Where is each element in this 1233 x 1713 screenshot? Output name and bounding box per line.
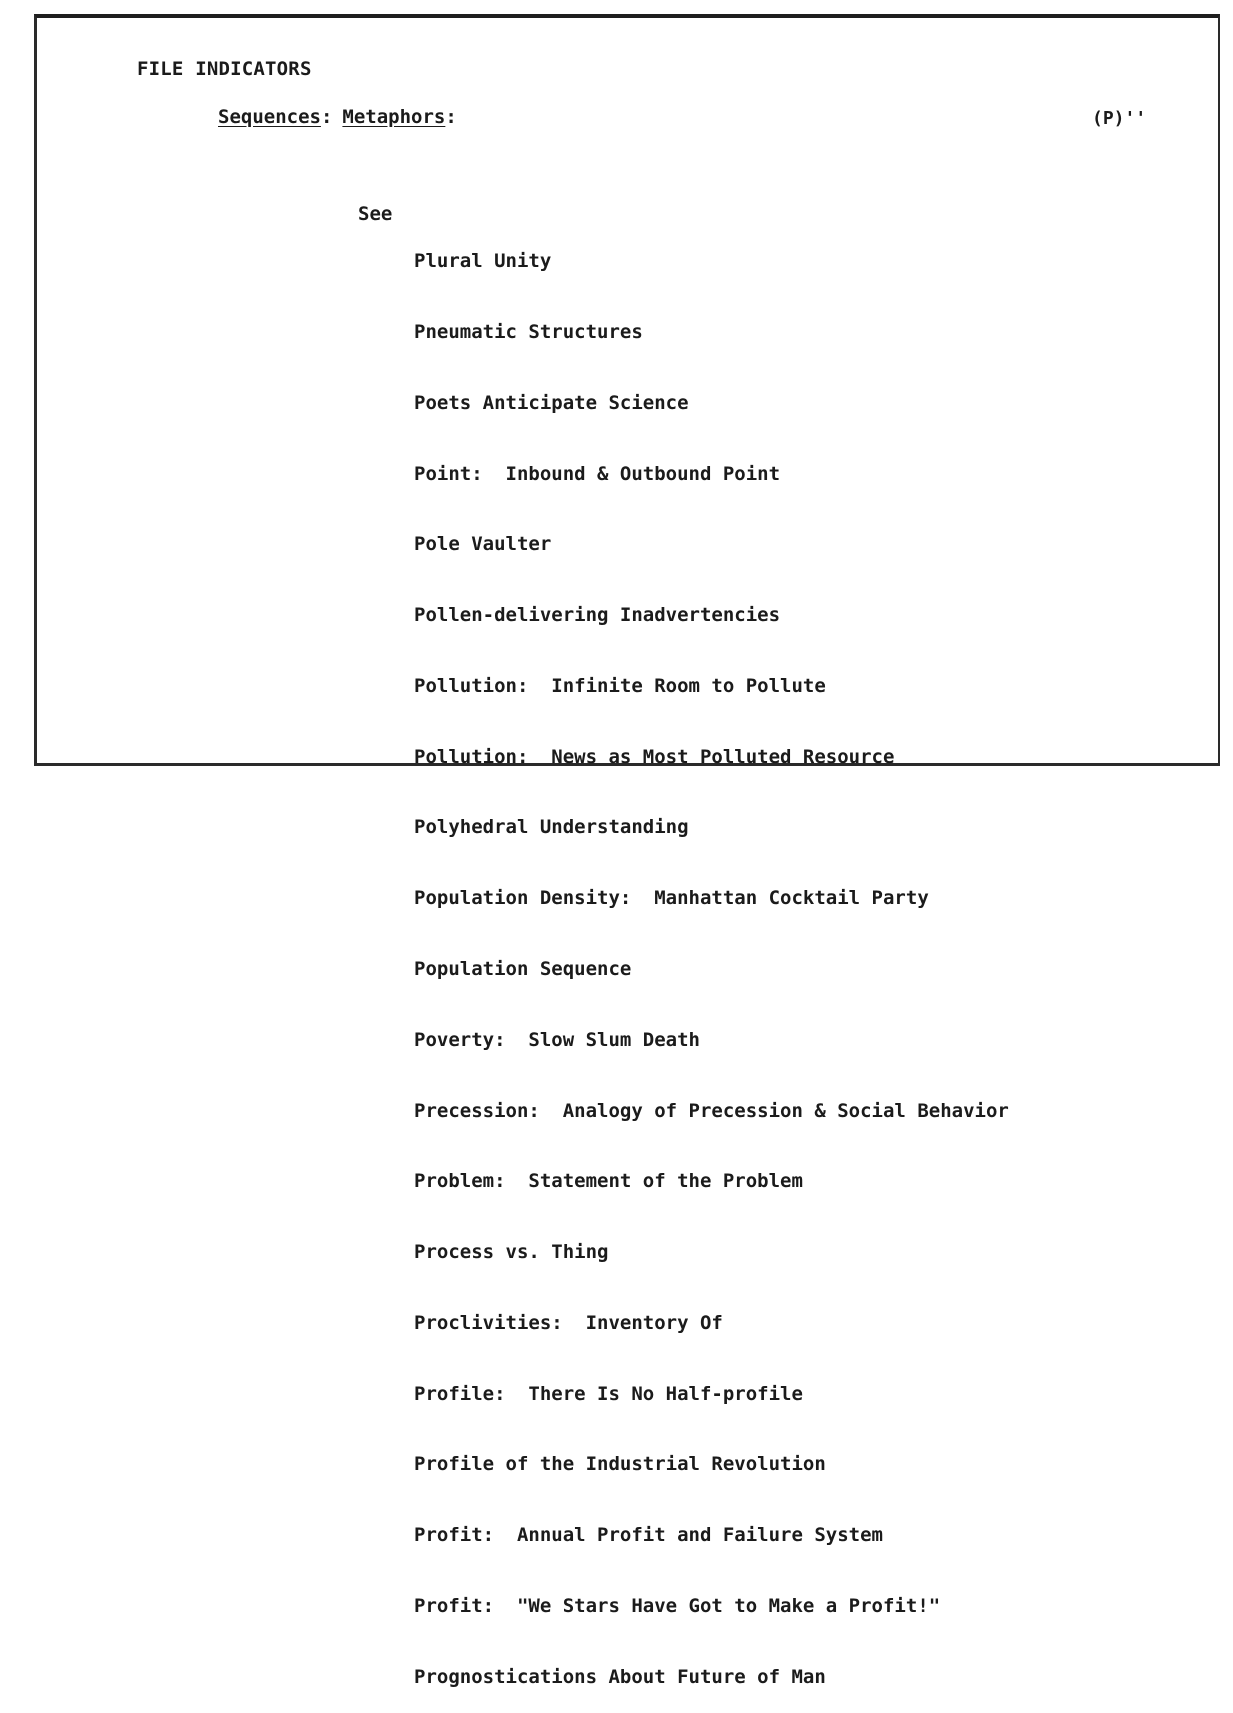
page-title: FILE INDICATORS [137, 58, 312, 80]
list-item: Profit: "We Stars Have Got to Make a Profit!" [414, 1595, 941, 1618]
list-item: Precession: Analogy of Precession & Social Behavior [414, 1099, 1009, 1122]
topic-list [414, 203, 1009, 1713]
list-item: Plural Unity [414, 250, 552, 273]
list-item: Proclivities: Inventory Of [414, 1311, 723, 1334]
list-item: Pollen-delivering Inadvertencies [414, 604, 781, 627]
list-item: Population Sequence [414, 958, 632, 980]
list-item: Profile of the Industrial Revolution [414, 1453, 826, 1476]
list-item: Problem: Statement of the Problem [414, 1170, 803, 1193]
list-item: Profit: Annual Profit and Failure System [414, 1524, 883, 1547]
see-label: See [358, 203, 393, 225]
page-code: (P)'' [1092, 108, 1147, 129]
list-item: Prognostications About Future of Man [414, 1665, 826, 1688]
list-item: Poverty: Slow Slum Death [414, 1028, 700, 1051]
list-item: Process vs. Thing [414, 1241, 609, 1264]
list-item: Pollution: Infinite Room to Pollute [414, 674, 826, 697]
list-item: Pneumatic Structures [414, 320, 643, 343]
list-item: Profile: There Is No Half-profile [414, 1382, 803, 1405]
list-item: Point: Inbound & Outbound Point [414, 462, 781, 485]
list-item: Population Density: Manhattan Cocktail Party [414, 887, 929, 910]
list-item: Pole Vaulter [414, 533, 552, 556]
metaphors-label: Metaphors [342, 106, 446, 128]
list-item: Pollution: News as Most Polluted Resource [414, 745, 895, 768]
colon-separator: : [320, 106, 333, 128]
colon-separator: : [445, 106, 457, 128]
card-header [218, 106, 457, 128]
list-item: Polyhedral Understanding [414, 816, 689, 839]
list-item: Poets Anticipate Science [414, 391, 689, 414]
sequences-label: Sequences [218, 106, 321, 128]
